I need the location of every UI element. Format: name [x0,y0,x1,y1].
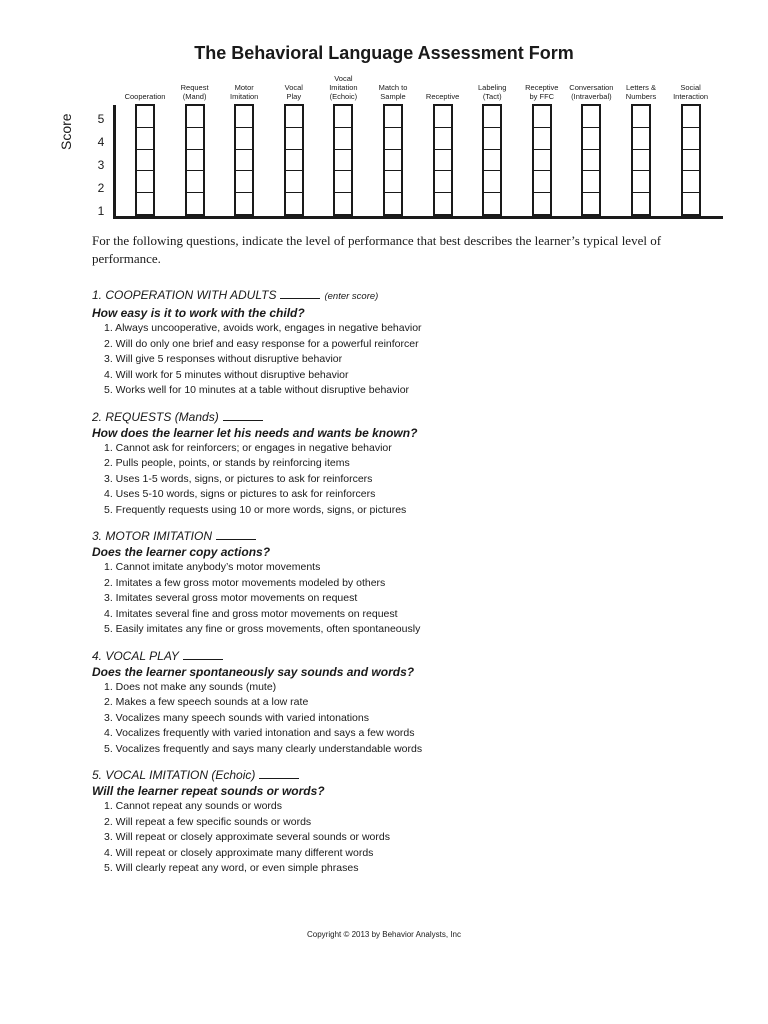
y-axis-line [113,105,116,218]
option-item: 4. Will repeat or closely approximate many different words [104,846,374,859]
score-tick-2: 2 [97,181,105,195]
question-title [92,409,722,425]
score-entry-blank[interactable] [183,649,223,660]
option-item: 5. Easily imitates any fine or gross movements, often spontaneously [104,623,421,635]
column-header: Social Interaction [673,83,709,101]
option-list [92,560,722,638]
score-cell[interactable] [385,150,401,172]
score-cell[interactable] [137,106,153,128]
score-cell[interactable] [335,150,351,172]
score-cell[interactable] [534,171,550,193]
question-title [92,287,722,305]
score-cell[interactable] [236,128,252,150]
score-cell[interactable] [633,128,649,150]
question-block [92,409,722,519]
score-cell[interactable] [385,106,401,128]
option-item: 4. Will work for 5 minutes without disruptive behavior [104,368,349,381]
score-cell[interactable] [335,171,351,193]
question-block [92,287,722,399]
question-title-text: 4. VOCAL PLAY [92,648,179,663]
score-axis-label: Score [58,113,74,150]
question-block [92,648,722,758]
score-column[interactable] [631,104,651,216]
score-cell[interactable] [385,193,401,214]
option-item: 3. Uses 1-5 words, signs, or pictures to ask for reinforcers [104,472,373,485]
score-column[interactable] [135,104,155,216]
score-cell[interactable] [534,106,550,128]
score-cell[interactable] [385,128,401,150]
option-item: 2. Imitates a few gross motor movements modeled by others [104,576,386,589]
score-cell[interactable] [236,150,252,172]
score-cell[interactable] [435,150,451,172]
option-item: 2. Will do only one brief and easy response for a powerful reinforcer [104,337,419,350]
score-cell[interactable] [583,128,599,150]
score-column[interactable] [433,104,453,216]
score-cell[interactable] [484,106,500,128]
option-item: 4. Imitates several fine and gross motor movements on request [104,607,398,620]
score-cell[interactable] [484,150,500,172]
score-entry-blank[interactable] [259,768,299,779]
option-item: 3. Imitates several gross motor movements on request [104,592,358,604]
option-item: 1. Cannot repeat any sounds or words [104,800,283,812]
questions-list [92,287,722,887]
question-title-text: 5. VOCAL IMITATION (Echoic) [92,768,256,782]
option-list [92,799,722,877]
question-text: Does the learner copy actions? [92,545,271,559]
score-cell[interactable] [484,128,500,150]
score-cell[interactable] [385,171,401,193]
score-cell[interactable] [286,193,302,214]
score-cell[interactable] [137,193,153,214]
score-cell[interactable] [633,106,649,128]
score-cell[interactable] [534,150,550,172]
score-tick-4: 4 [97,135,105,149]
score-cell[interactable] [583,150,599,172]
option-item: 5. Works well for 10 minutes at a table without disruptive behavior [104,384,410,396]
score-tick-5: 5 [97,112,105,126]
question-title-text: 2. REQUESTS (Mands) [92,409,219,424]
option-item: 4. Vocalizes frequently with varied intonation and says a few words [104,727,415,739]
score-cell[interactable] [187,150,203,172]
question-text: How easy is it to work with the child? [92,306,305,320]
score-entry-blank[interactable] [223,410,263,421]
x-axis-line [113,216,723,219]
column-header: Match to Sample [378,83,408,101]
score-cell[interactable] [683,128,699,150]
question-title-text: 3. MOTOR IMITATION [92,529,212,543]
score-column[interactable] [383,104,403,216]
option-item: 5. Will clearly repeat any word, or even simple phrases [104,862,359,874]
score-cell[interactable] [484,171,500,193]
option-item: 5. Vocalizes frequently and says many clearly understandable words [104,742,423,755]
option-list [92,680,722,758]
option-list [92,321,722,399]
question-block [92,767,722,877]
score-chart [0,0,768,230]
column-header: Conversation (Intraverbal) [569,83,614,101]
score-column[interactable] [185,104,205,216]
score-column[interactable] [333,104,353,216]
score-cell[interactable] [137,150,153,172]
score-cell[interactable] [633,171,649,193]
column-header: Request (Mand) [180,83,209,101]
score-entry-blank[interactable] [280,288,320,299]
question-text: How does the learner let his needs and wants be known? [92,425,418,440]
score-cell[interactable] [683,106,699,128]
instructions: For the following questions, indicate the level of performance that best describes the learner’s typical level of performance. [92,233,662,266]
option-list [92,441,722,519]
option-item: 4. Uses 5-10 words, signs or pictures to ask for reinforcers [104,488,376,500]
score-cell[interactable] [187,128,203,150]
score-cell[interactable] [534,193,550,214]
score-cell[interactable] [633,150,649,172]
option-item: 1. Cannot ask for reinforcers; or engages in negative behavior [104,441,392,454]
score-cell[interactable] [286,150,302,172]
option-item: 2. Makes a few speech sounds at a low rate [104,696,309,708]
copyright: Copyright © 2013 by Behavior Analysts, Inc [307,930,461,939]
score-cell[interactable] [583,193,599,214]
column-header: Letters & Numbers [625,83,657,101]
score-cell[interactable] [335,193,351,214]
option-item: 1. Cannot imitate anybody’s motor movements [104,561,321,573]
column-header: Cooperation [124,92,166,101]
score-cell[interactable] [335,106,351,128]
score-cell[interactable] [435,171,451,193]
score-cell[interactable] [335,128,351,150]
score-cell[interactable] [187,106,203,128]
column-header: Receptive [425,92,460,101]
option-item: 3. Will repeat or closely approximate several sounds or words [104,831,390,843]
score-cell[interactable] [435,128,451,150]
column-header: Receptive by FFC [525,83,559,101]
column-header: Motor Imitation [230,83,259,101]
score-cell[interactable] [633,193,649,214]
score-cell[interactable] [236,171,252,193]
score-cell[interactable] [435,106,451,128]
question-block [92,528,722,638]
score-cell[interactable] [286,106,302,128]
question-text: Will the learner repeat sounds or words? [92,784,325,798]
enter-score-note: (enter score) [324,291,379,302]
score-column[interactable] [532,104,552,216]
score-cell[interactable] [534,128,550,150]
question-text: Does the learner spontaneously say sounds and words? [92,664,415,679]
score-cell[interactable] [435,193,451,214]
score-cell[interactable] [286,128,302,150]
option-item: 2. Pulls people, points, or stands by reinforcing items [104,457,350,469]
score-cell[interactable] [484,193,500,214]
score-cell[interactable] [683,171,699,193]
score-column[interactable] [284,104,304,216]
score-column[interactable] [581,104,601,216]
score-cell[interactable] [187,193,203,214]
option-item: 3. Will give 5 responses without disruptive behavior [104,353,343,365]
score-column[interactable] [234,104,254,216]
option-item: 1. Does not make any sounds (mute) [104,680,277,693]
score-cell[interactable] [236,106,252,128]
option-item: 1. Always uncooperative, avoids work, engages in negative behavior [104,322,422,334]
score-cell[interactable] [137,171,153,193]
score-cell[interactable] [683,150,699,172]
column-header: Vocal Play [284,83,303,101]
score-entry-blank[interactable] [216,529,256,540]
option-item: 3. Vocalizes many speech sounds with varied intonations [104,711,369,724]
score-cell[interactable] [683,193,699,214]
page-title: The Behavioral Language Assessment Form [194,43,574,63]
score-column[interactable] [482,104,502,216]
option-item: 2. Will repeat a few specific sounds or words [104,815,312,828]
option-item: 5. Frequently requests using 10 or more words, signs, or pictures [104,503,407,516]
question-title [92,767,722,783]
score-column[interactable] [681,104,701,216]
score-tick-3: 3 [97,158,105,172]
column-header: Labeling (Tact) [478,83,507,101]
score-cell[interactable] [583,106,599,128]
score-cell[interactable] [236,193,252,214]
question-title [92,648,722,664]
column-header: Vocal Imitation (Echoic) [329,74,358,101]
score-cell[interactable] [583,171,599,193]
question-title-text: 1. COOPERATION WITH ADULTS [92,288,277,302]
score-cell[interactable] [187,171,203,193]
score-cell[interactable] [286,171,302,193]
score-cell[interactable] [137,128,153,150]
question-title [92,528,722,544]
score-tick-1: 1 [97,204,105,218]
